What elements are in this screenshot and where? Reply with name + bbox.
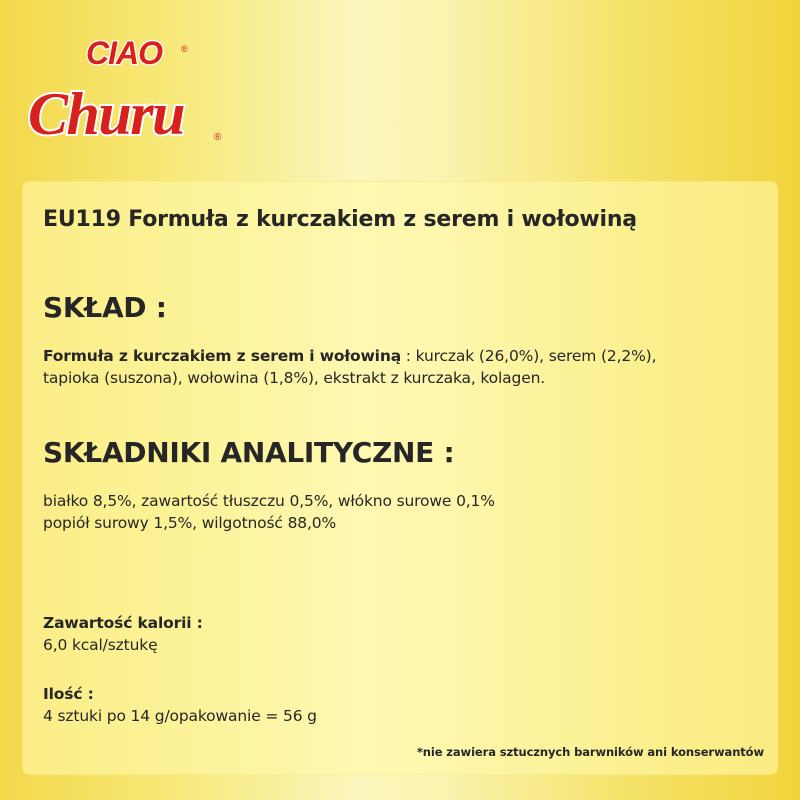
composition-line-1: : kurczak (26,0%), serem (2,2%),: [401, 347, 657, 365]
calories-label: Zawartość kalorii :: [43, 614, 203, 632]
ciao-churu-logo-graphic: [26, 28, 226, 158]
quantity-block: [43, 683, 317, 727]
footnote: *nie zawiera sztucznych barwników ani konserwantów: [416, 745, 764, 759]
churu-registered-mark: ®: [214, 132, 222, 143]
composition-formula-name: Formuła z kurczakiem z serem i wołowiną: [43, 347, 402, 365]
calories-value: 6,0 kcal/sztukę: [43, 636, 158, 654]
ciao-churu-logo: [26, 28, 226, 158]
info-card: [22, 181, 778, 775]
calories-block: [43, 612, 203, 656]
composition-line-2: tapioka (suszona), wołowina (1,8%), ekstrakt z kurczaka, kolagen.: [43, 369, 546, 387]
composition-heading: SKŁAD :: [43, 291, 167, 324]
quantity-value: 4 sztuki po 14 g/opakowanie = 56 g: [43, 707, 317, 725]
product-title: EU119 Formuła z kurczakiem z serem i wołowiną: [43, 207, 637, 232]
ciao-registered-mark: ®: [181, 44, 188, 54]
churu-wordmark: Churu: [28, 81, 184, 147]
analytical-heading: SKŁADNIKI ANALITYCZNE :: [43, 436, 455, 469]
ciao-wordmark: CIAO: [86, 35, 162, 71]
composition-text: [43, 345, 773, 389]
analytical-line-1: białko 8,5%, zawartość tłuszczu 0,5%, włókno surowe 0,1%: [43, 492, 495, 510]
analytical-text: [43, 490, 773, 534]
quantity-label: Ilość :: [43, 685, 94, 703]
analytical-line-2: popiół surowy 1,5%, wilgotność 88,0%: [43, 514, 337, 532]
